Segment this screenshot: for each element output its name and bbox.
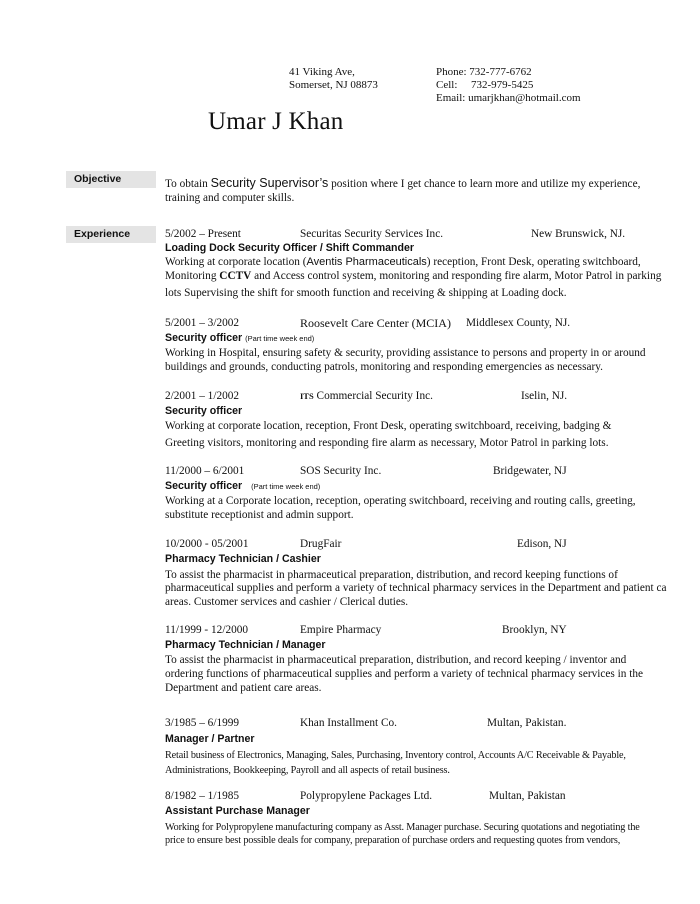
job-note: (Part time week end) [245,334,315,343]
job-location: Iselin, NJ. [521,390,568,402]
email: Email: umarjkhan@hotmail.com [436,92,581,104]
job-description-line: buildings and grounds, conducting patrols, monitoring and responding emergencies as necessary. [165,361,603,373]
job-location: Bridgewater, NJ [493,465,567,477]
job-description-line: Working for Polypropylene manufacturing company as Asst. Manager purchase. Securing quotations and negotiating the [165,822,640,833]
job-text-bold: CCTV [219,270,252,282]
job-location: Multan, Pakistan [489,790,566,802]
job-location: Middlesex County, NJ. [466,317,571,329]
job-dates: 5/2001 – 3/2002 [165,317,240,329]
job-company: SOS Security Inc. [300,465,382,477]
address-line-1: 41 Viking Ave, [289,66,355,78]
job-description-line: Retail business of Electronics, Managing, Sales, Purchasing, Inventory control, Accounts A/C Receivable & Payable, [165,750,626,761]
job-location: Edison, NJ [517,538,567,550]
phone: Phone: 732-777-6762 [436,66,532,78]
job-title: Pharmacy Technician / Cashier [165,553,321,565]
job-description-line: Working in Hospital, ensuring safety & security, providing assistance to persons and property in or around [165,347,646,359]
job-title: Pharmacy Technician / Manager [165,639,326,651]
job-title-text: Security officer [165,332,243,344]
job-dates: 3/1985 – 6/1999 [165,717,240,729]
job-description-line: Administrations, Bookkeeping, Payroll and all aspects of retail business. [165,765,450,776]
job-company: Khan Installment Co. [300,717,397,729]
job-dates: 10/2000 - 05/2001 [165,538,249,550]
job-location: Brooklyn, NY [502,624,567,636]
job-title: Manager / Partner [165,733,255,745]
job-company [300,390,433,403]
job-title-text: Security officer [165,480,243,492]
company-text: Commercial Security Inc. [313,390,433,402]
job-description-line: areas. Customer services and cashier / Clerical duties. [165,596,409,608]
job-company: Securitas Security Services Inc. [300,228,444,240]
job-description-line: Department and patient care areas. [165,682,322,694]
job-text: Monitoring [165,270,220,282]
objective-post: position where I get chance to learn more and utilize my experience, [328,178,641,190]
job-description-line: lots Supervising the shift for smooth function and receiving & shipping at Loading dock. [165,287,567,299]
job-dates: 8/1982 – 1/1985 [165,790,240,802]
job-description-line [165,256,641,269]
company-logo-text: ITS [300,391,314,401]
job-text: and Access control system, monitoring and responding fire alarm, Motor Patrol in parking [251,270,662,282]
job-text: ) reception, Front Desk, operating switchboard, [426,256,641,268]
experience-label: Experience [66,226,156,243]
objective-role: Security Supervisor’s [210,176,329,190]
objective-label: Objective [66,171,156,188]
address-line-2: Somerset, NJ 08873 [289,79,378,91]
job-dates: 11/2000 – 6/2001 [165,465,245,477]
job-description-line: substitute receptionist and admin support. [165,509,354,521]
objective-line-2: training and computer skills. [165,192,295,204]
job-location: New Brunswick, NJ. [531,228,626,240]
job-note: (Part time week end) [251,482,321,491]
job-description-line: pharmaceutical supplies and perform a variety of technical pharmacy services in the Department and patient ca [165,582,667,594]
objective-line-1 [165,177,640,191]
job-description-line: ordering functions of pharmaceutical supplies and perform a variety of technical pharmacy services in the [165,668,644,680]
job-title: Security officer [165,405,243,417]
job-description-line: To assist the pharmacist in pharmaceutical preparation, distribution, and record keeping functions of [165,569,618,581]
job-description-line: price to ensure best possible deals for company, preparation of purchase orders and requesting quotes from vendors, [165,835,621,846]
job-description-line: Working at a Corporate location, reception, operating switchboard, receiving and routing calls, greeting, [165,495,636,507]
job-company: Empire Pharmacy [300,624,382,636]
job-title [165,480,320,493]
job-title: Assistant Purchase Manager [165,805,310,817]
objective-pre: To obtain [165,178,211,190]
job-text: Working at corporate location ( [165,256,307,268]
job-description-line: Greeting visitors, monitoring and responding fire alarm as necessary, Motor Patrol in parking lots. [165,437,609,449]
job-location: Multan, Pakistan. [487,717,567,729]
job-dates: 11/1999 - 12/2000 [165,624,249,636]
job-dates: 2/2001 – 1/2002 [165,390,240,402]
job-description-line: Working at corporate location, reception, Front Desk, operating switchboard, receiving, badging & [165,420,612,432]
job-description-line: To assist the pharmacist in pharmaceutical preparation, distribution, and record keeping / inventor and [165,654,627,666]
job-title: Loading Dock Security Officer / Shift Commander [165,242,414,254]
cell-value: 732-979-5425 [471,79,534,91]
job-description-line [165,270,661,283]
candidate-name: Umar J Khan [208,108,344,135]
cell-label: Cell: [436,79,458,91]
job-company: Roosevelt Care Center (MCIA) [300,316,451,330]
job-company: DrugFair [300,538,342,550]
job-dates: 5/2002 – Present [165,228,241,240]
job-title [165,332,314,345]
job-company: Polypropylene Packages Ltd. [300,790,433,802]
employer-client: Aventis Pharmaceuticals [306,256,427,268]
